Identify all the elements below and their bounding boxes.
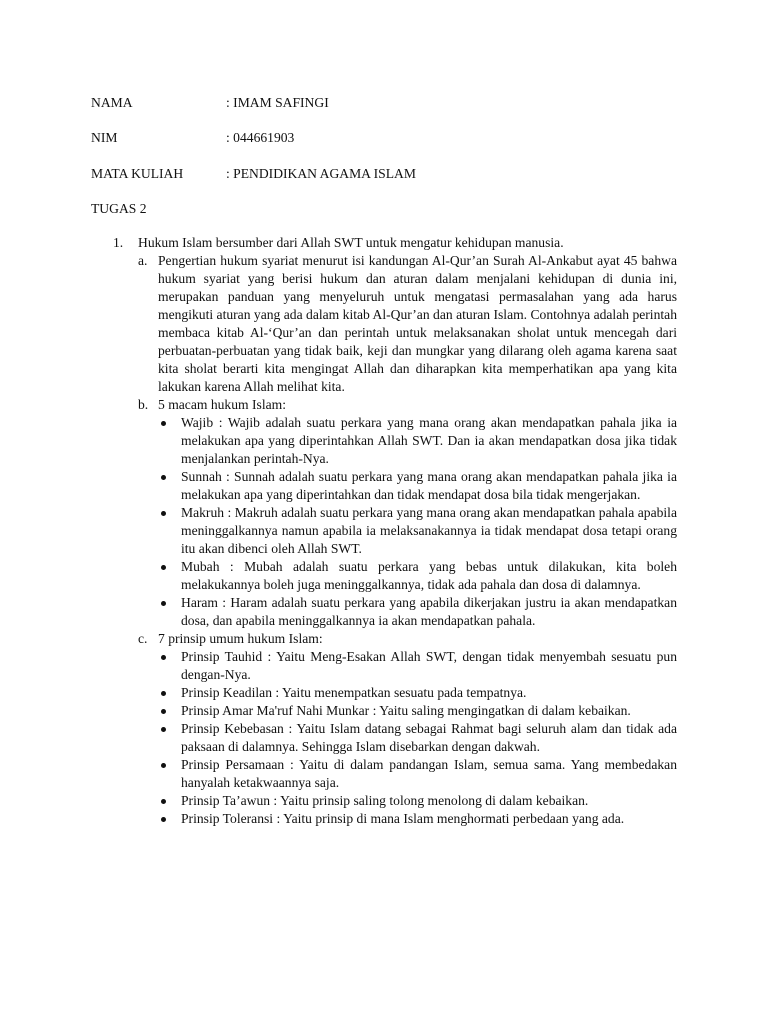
item-1-text: Hukum Islam bersumber dari Allah SWT untuk mengatur kehidupan manusia. — [138, 235, 564, 250]
bullet-icon — [161, 691, 166, 696]
list-item-text: Mubah : Mubah adalah suatu perkara yang bebas untuk dilakukan, kita boleh melakukannya boleh juga meninggalkannya, tidak ada pahala dan dosa di dalamnya. — [181, 559, 677, 592]
list-item-text: Prinsip Tauhid : Yaitu Meng-Esakan Allah SWT, dengan tidak menyembah sesuatu pun dengan-Nya. — [181, 649, 677, 682]
bullet-icon — [161, 709, 166, 714]
list-item — [158, 414, 677, 468]
sub-item-c — [138, 630, 677, 828]
bullet-icon — [161, 655, 166, 660]
list-item — [158, 468, 677, 504]
list-item-text: Prinsip Keadilan : Yaitu menempatkan sesuatu pada tempatnya. — [181, 685, 527, 700]
list-item — [158, 792, 677, 810]
list-item-text: Prinsip Toleransi : Yaitu prinsip di mana Islam menghormati perbedaan yang ada. — [181, 811, 625, 826]
bullet-icon — [161, 421, 166, 426]
prinsip-list — [158, 648, 677, 828]
bullet-icon — [161, 727, 166, 732]
list-item — [158, 810, 677, 828]
list-item — [158, 756, 677, 792]
sub-item-letter: a. — [138, 253, 148, 268]
nama-label: NAMA — [91, 95, 133, 110]
bullet-icon — [161, 511, 166, 516]
bullet-icon — [161, 799, 166, 804]
list-item-text: Prinsip Ta’awun : Yaitu prinsip saling tolong menolong di dalam kebaikan. — [181, 793, 589, 808]
tugas-label: TUGAS 2 — [91, 201, 147, 216]
bullet-icon — [161, 565, 166, 570]
sub-item-b — [138, 396, 677, 630]
list-item — [158, 648, 677, 684]
sub-item-letter: c. — [138, 631, 148, 646]
list-item-text: Prinsip Amar Ma'ruf Nahi Munkar : Yaitu saling mengingatkan di dalam kebaikan. — [181, 703, 631, 718]
list-item-text: Makruh : Makruh adalah suatu perkara yang mana orang akan mendapatkan pahala apabila meninggalkannya namun apabila ia melaksanakannya ia tidak mendapat dosa tetapi orang itu akan dibenci oleh Allah SWT. — [181, 505, 677, 556]
list-item — [158, 702, 677, 720]
sub-item-c-text: 7 prinsip umum hukum Islam: — [158, 631, 323, 646]
list-item — [158, 594, 677, 630]
hukum-list — [158, 414, 677, 630]
list-item — [158, 504, 677, 558]
sub-item-a-text: Pengertian hukum syariat menurut isi kandungan Al-Qur’an Surah Al-Ankabut ayat 45 bahwa hukum syariat yang berisi hukum dan aturan dalam menjalani kehidupan di dunia ini, merupakan panduan yang menyeluruh untuk mengatasi permasalahan yang ada harus mengikuti aturan yang ada dalam kitab Al-Qur’an dan aturan Islam. Contohnya adalah perintah membaca kitab Al-‘Qur’an dan perintah untuk melaksanakan sholat untuk mencegah dari perbuatan-perbuatan yang tidak baik, keji dan mungkar yang dilarang oleh agama karena saat kita sholat berarti kita mengingat Allah dan diharapkan kita memperhatikan apa yang kita lakukan karena Allah melihat kita. — [158, 253, 677, 394]
bullet-icon — [161, 601, 166, 606]
bullet-icon — [161, 817, 166, 822]
nim-value: : 044661903 — [226, 130, 295, 145]
document-body — [91, 234, 677, 828]
list-item-text: Prinsip Persamaan : Yaitu di dalam pandangan Islam, semua sama. Yang membedakan hanyalah ketakwaannya saja. — [181, 757, 677, 790]
bullet-icon — [161, 763, 166, 768]
list-item — [158, 684, 677, 702]
mata-kuliah-value: : PENDIDIKAN AGAMA ISLAM — [226, 166, 416, 181]
mata-kuliah-label: MATA KULIAH — [91, 166, 184, 181]
list-item-text: Prinsip Kebebasan : Yaitu Islam datang sebagai Rahmat bagi seluruh alam dan tidak ada paksaan di dalamnya. Sehingga Islam disebarkan dengan dakwah. — [181, 721, 677, 754]
numbered-item-1 — [91, 234, 677, 828]
list-item — [158, 558, 677, 594]
item-number: 1. — [113, 235, 124, 250]
sub-item-b-text: 5 macam hukum Islam: — [158, 397, 286, 412]
sub-item-letter: b. — [138, 397, 149, 412]
nama-value: : IMAM SAFINGI — [226, 95, 329, 110]
list-item-text: Sunnah : Sunnah adalah suatu perkara yang mana orang akan mendapatkan pahala jika ia melakukan apa yang diperintahkan dan tidak mendapat dosa bila tidak mengerjakan. — [181, 469, 677, 502]
list-item — [158, 720, 677, 756]
sub-item-a — [138, 252, 677, 396]
bullet-icon — [161, 475, 166, 480]
nim-label: NIM — [91, 130, 118, 145]
list-item-text: Haram : Haram adalah suatu perkara yang apabila dikerjakan justru ia akan mendapatkan dosa, dan apabila meninggalkannya ia akan mendapatkan pahala. — [181, 595, 677, 628]
list-item-text: Wajib : Wajib adalah suatu perkara yang mana orang akan mendapatkan pahala jika ia melakukan apa yang diperintahkan Allah SWT. Dan ia akan mendapatkan dosa jika tidak menjalankan perintah-Nya. — [181, 415, 677, 466]
